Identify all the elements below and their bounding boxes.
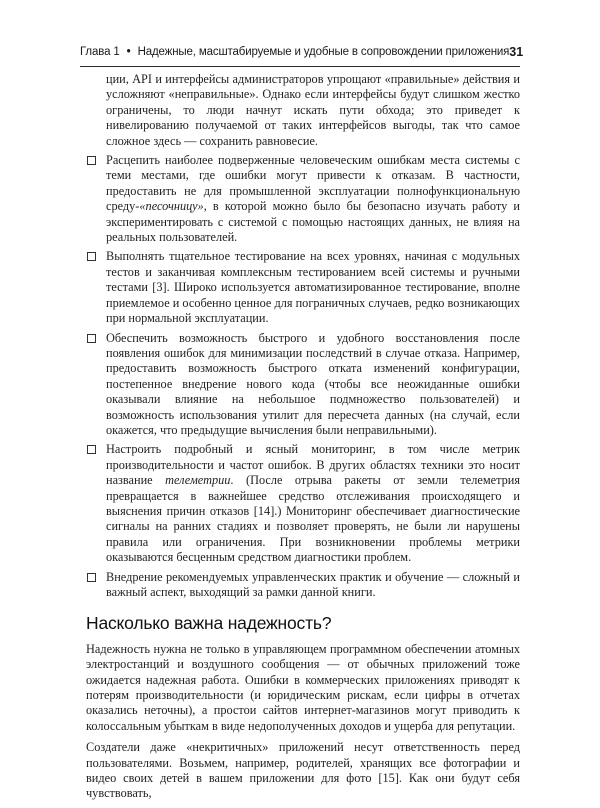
bullet-emphasis: телеметрии — [165, 473, 231, 488]
bullet-item — [86, 153, 520, 245]
continuation-text: ции, API и интерфейсы администраторов упрощают «правильные» действия и усложняют «неправильные». Однако если интерфейсы будут слишком жестко ограничены, то люди начнут искать пути обхода; это приведет к нивелированию получаемой от таких интерфейсов выгоды, так что самое сложное здесь — сохранить равновесие. — [106, 72, 520, 148]
header-rule — [80, 66, 520, 67]
section-heading: Насколько важна надежность? — [86, 613, 332, 634]
checkbox-bullet-icon — [87, 573, 96, 582]
paragraph: Создатели даже «некритичных» приложений несут ответственность перед пользователями. Возьмем, например, родителей, хранящих все фотографии и видео своих детей в вашем приложении для фото [15]. Как они будут себя чувствовать, — [86, 740, 520, 801]
checkbox-bullet-icon — [87, 156, 96, 165]
running-header — [80, 40, 524, 64]
bullet-list — [86, 153, 520, 600]
bullet-text: Внедрение рекомендуемых управленческих практик и обучение — сложный и важный аспект, выходящий за рамки данной книги. — [106, 569, 520, 599]
bullet-item — [86, 570, 520, 601]
checkbox-bullet-icon — [87, 445, 96, 454]
bullet-item — [86, 331, 520, 439]
bullet-text: Обеспечить возможность быстрого и удобного восстановления после появления ошибок для минимизации последствий в случае отказа. Например, предоставить возможность быстрого отката изменений конфигурации, постепенное внедрение нового кода (чтобы все неожиданные ошибки оказывали влияние на небольшое подмножество пользователей) и возможность использования утилит для пересчета данных (на случай, если окажется, что предыдущие вычисления были неправильными). — [106, 330, 520, 437]
page-body — [86, 72, 520, 808]
bullet-item — [86, 442, 520, 565]
bullet-text: Выполнять тщательное тестирование на всех уровнях, начиная с модульных тестов и заканчивая комплексным тестированием всей системы и ручными тестами [3]. Широко используется автоматизированное тестирование, вполне приемлемое и особенно ценное для пограничных случаев, редко возникающих при нормальной эксплуатации. — [106, 249, 520, 326]
bullet-text-after: . (После отрыва ракеты от земли телеметрия превращается в важнейшее средство отслеживания происходящего и выяснения причин отказов [14].) Мониторинг обеспечивает диагностические сигналы на ранних стадиях и позволяет проверять, не были ли нарушены правила или ограничения. При возникновении проблемы метрики оказываются бесценным средством диагностики проблем. — [106, 473, 520, 565]
header-left — [80, 46, 509, 58]
bullet-text: Расцепить наиболее подверженные человеческим ошибкам места системы с теми местами, где ошибки могут привести к отказам. В частности, предоставить не для промышленной эксплуатации полнофункциональную среду- — [106, 153, 520, 214]
bullet-text-after: , в которой можно было бы безопасно изучать работу и экспериментировать с системой с помощью настоящих данных, не влияя на реальных пользователей. — [106, 199, 520, 245]
header-separator: • — [126, 46, 131, 58]
chapter-title: Надежные, масштабируемые и удобные в сопровождении приложения — [137, 46, 510, 58]
chapter-label: Глава 1 — [80, 46, 120, 58]
bullet-emphasis: «песочницу» — [139, 199, 204, 214]
checkbox-bullet-icon — [87, 334, 96, 343]
bullet-text: Настроить подробный и ясный мониторинг, в том числе метрик производительности и частот ошибок. В других областях техники это носит название — [106, 442, 520, 488]
bullet-item — [86, 249, 520, 326]
page-number: 31 — [509, 45, 524, 59]
checkbox-bullet-icon — [87, 252, 96, 261]
paragraph: Надежность нужна не только в управляющем программном обеспечении атомных электростанций и воздушного сообщения — от обычных приложений тоже ожидается надежная работа. Ошибки в коммерческих приложениях приводят к потерям производительности (и юридическим рискам, если цифры в отчетах оказались неточны), а простои сайтов интернет-магазинов могут приводить к колоссальным убыткам в виде недополученных доходов и ущерба для репутации. — [86, 641, 520, 733]
